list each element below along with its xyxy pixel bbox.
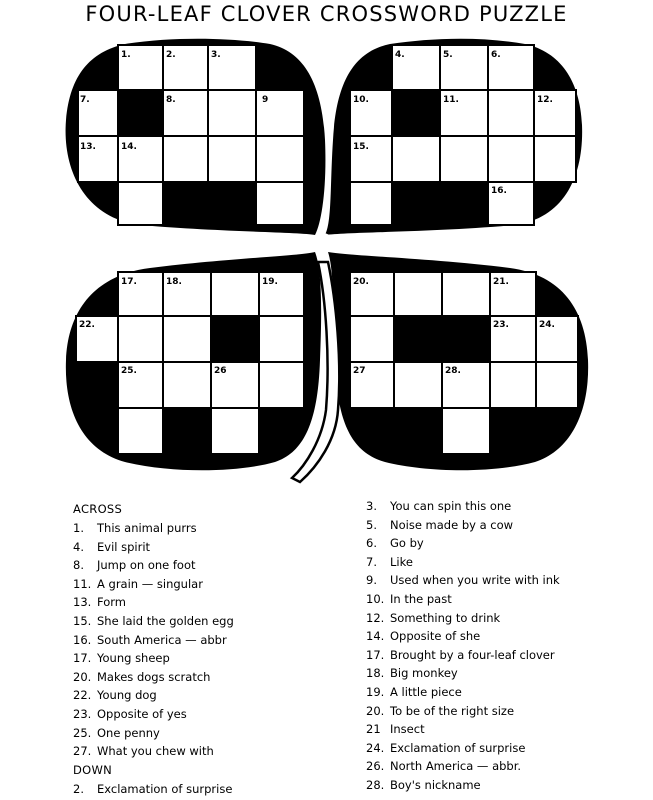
clue-across: 11. A grain — singular — [73, 576, 203, 591]
grid-number: 12. — [537, 95, 553, 105]
grid-number: 6. — [491, 50, 501, 60]
grid-number: 23. — [493, 320, 509, 330]
grid-cell[interactable] — [440, 136, 488, 182]
grid-cell[interactable] — [394, 362, 442, 408]
grid-number: 18. — [166, 277, 182, 287]
grid-cell[interactable] — [163, 362, 211, 408]
clue-down: 14. Opposite of she — [366, 629, 481, 644]
clue-down: 5. Noise made by a cow — [366, 517, 514, 532]
grid-cell[interactable] — [211, 408, 259, 454]
clue-across: 17. Young sheep — [73, 651, 170, 666]
grid-cell[interactable] — [118, 316, 163, 362]
clue-across: 27. What you chew with — [73, 744, 214, 759]
grid-cell[interactable] — [259, 316, 304, 362]
clue-across: 8. Jump on one foot — [73, 558, 196, 573]
clue-down: 18. Big monkey — [366, 666, 458, 681]
grid-number: 13. — [80, 142, 96, 152]
grid-cell[interactable] — [118, 408, 163, 454]
clue-across: 22. Young dog — [73, 688, 157, 703]
clue-across: 13. Form — [73, 595, 126, 610]
puzzle-title: FOUR-LEAF CLOVER CROSSWORD PUZZLE — [85, 2, 568, 26]
grid-number: 28. — [445, 366, 461, 376]
down-heading: DOWN — [73, 762, 113, 777]
clue-down: 19. A little piece — [366, 684, 462, 699]
clue-down: 10. In the past — [366, 591, 452, 606]
grid-cell[interactable] — [208, 136, 256, 182]
grid-cell[interactable] — [442, 408, 490, 454]
grid-number: 17. — [121, 277, 137, 287]
grid-cell[interactable] — [211, 272, 259, 316]
grid-cell[interactable] — [163, 136, 208, 182]
clue-down: 2. Exclamation of surprise — [73, 781, 233, 796]
clue-across: 23. Opposite of yes — [73, 706, 187, 721]
clue-across: 15. She laid the golden egg — [73, 613, 234, 628]
grid-number: 9 — [262, 95, 269, 105]
grid-number: 5. — [443, 50, 453, 60]
clue-across: 1. This animal purrs — [73, 521, 197, 535]
grid-cell[interactable] — [350, 316, 394, 362]
grid-number: 14. — [121, 142, 137, 152]
clue-across: 4. Evil spirit — [73, 539, 151, 554]
clue-across: 25. One penny — [73, 725, 160, 740]
grid-number: 7. — [80, 95, 90, 105]
clues-right-column — [366, 497, 560, 795]
grid-number: 10. — [353, 95, 369, 105]
grid-number: 11. — [443, 95, 459, 105]
grid-cell[interactable] — [536, 362, 578, 408]
grid-number: 8. — [166, 95, 176, 105]
clue-across: 16. South America — abbr — [73, 632, 227, 647]
grid-cell[interactable] — [392, 136, 440, 182]
grid-cell[interactable] — [208, 90, 256, 136]
grid-number: 1. — [121, 50, 131, 60]
grid-cell[interactable] — [259, 362, 304, 408]
clue-down: 28. Boy's nickname — [366, 777, 481, 792]
grid-number: 21. — [493, 277, 509, 287]
grid-cell[interactable] — [256, 136, 304, 182]
grid-number: 2. — [166, 50, 176, 60]
grid-number: 20. — [353, 277, 369, 287]
grid-cell[interactable] — [534, 136, 576, 182]
grid-cell[interactable] — [118, 182, 163, 225]
clue-down: 6. Go by — [366, 536, 424, 551]
grid-cell[interactable] — [488, 136, 534, 182]
grid-cell[interactable] — [163, 316, 211, 362]
clue-across: 20. Makes dogs scratch — [73, 669, 211, 684]
across-heading: ACROSS — [73, 502, 123, 516]
grid-number: 25. — [121, 366, 137, 376]
clue-down: 7. Like — [366, 554, 413, 569]
grid-number: 3. — [211, 50, 221, 60]
clues-left-column — [73, 500, 234, 798]
clue-down: 17. Brought by a four-leaf clover — [366, 647, 555, 662]
grid-cell[interactable] — [394, 272, 442, 316]
grid-number: 27 — [353, 366, 366, 376]
clue-down: 24. Exclamation of surprise — [366, 740, 526, 755]
grid-number: 16. — [491, 186, 507, 196]
grid-cell[interactable] — [490, 362, 536, 408]
grid-cell[interactable] — [442, 272, 490, 316]
clue-down: 21 Insect — [366, 722, 425, 737]
clue-down: 12. Something to drink — [366, 610, 501, 625]
grid-cell[interactable] — [350, 182, 392, 225]
grid-number: 24. — [539, 320, 555, 330]
grid-number: 15. — [353, 142, 369, 152]
grid-cell[interactable] — [256, 182, 304, 225]
clue-down: 3. You can spin this one — [366, 499, 512, 513]
grid-number: 22. — [79, 320, 95, 330]
grid-number: 26 — [214, 366, 227, 376]
clue-down: 20. To be of the right size — [366, 703, 515, 718]
clue-down: 26. North America — abbr. — [366, 759, 522, 774]
grid-number: 19. — [262, 277, 278, 287]
grid-number: 4. — [395, 50, 405, 60]
grid-cell[interactable] — [488, 90, 534, 136]
clue-down: 9. Used when you write with ink — [366, 573, 560, 588]
